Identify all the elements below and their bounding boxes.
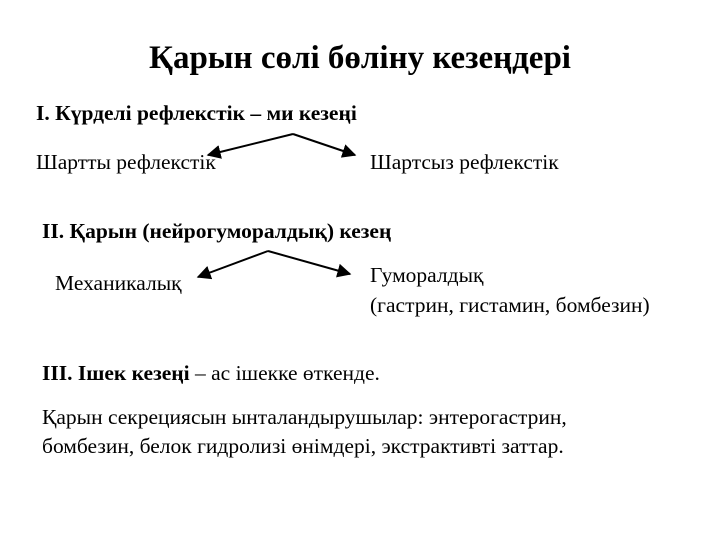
- stage-3-heading-bold: III. Ішек кезеңі: [42, 361, 190, 385]
- stimulants-note-line-2: бомбезин, белок гидролизі өнімдері, экстрактивті заттар.: [42, 434, 564, 458]
- stage-3-heading-rest: – ас ішекке өткенде.: [189, 361, 380, 385]
- stage-1-right-arrow: [293, 134, 355, 155]
- stage-2-right-branch: Гуморалдық: [370, 263, 484, 287]
- stage-2-right-branch-detail: (гастрин, гистамин, бомбезин): [370, 293, 650, 317]
- stage-2-left-branch: Механикалық: [55, 271, 182, 295]
- stage-2-left-arrow: [198, 251, 268, 277]
- stage-1-heading: I. Күрделі рефлекстік – ми кезеңі: [36, 101, 357, 125]
- stage-1-left-branch: Шартты рефлекстік: [36, 150, 216, 174]
- stage-1-right-branch: Шартсыз рефлекстік: [370, 150, 559, 174]
- stimulants-note-line-1: Қарын секрециясын ынталандырушылар: энтерогастрин,: [42, 405, 567, 429]
- stage-1-left-arrow: [208, 134, 293, 155]
- slide-title: Қарын сөлі бөліну кезеңдері: [149, 40, 571, 76]
- stage-2-right-arrow: [268, 251, 350, 274]
- stage-2-heading: II. Қарын (нейрогуморалдық) кезең: [42, 219, 392, 243]
- stage-1-arrows: [208, 134, 355, 155]
- stage-2-arrows: [198, 251, 350, 277]
